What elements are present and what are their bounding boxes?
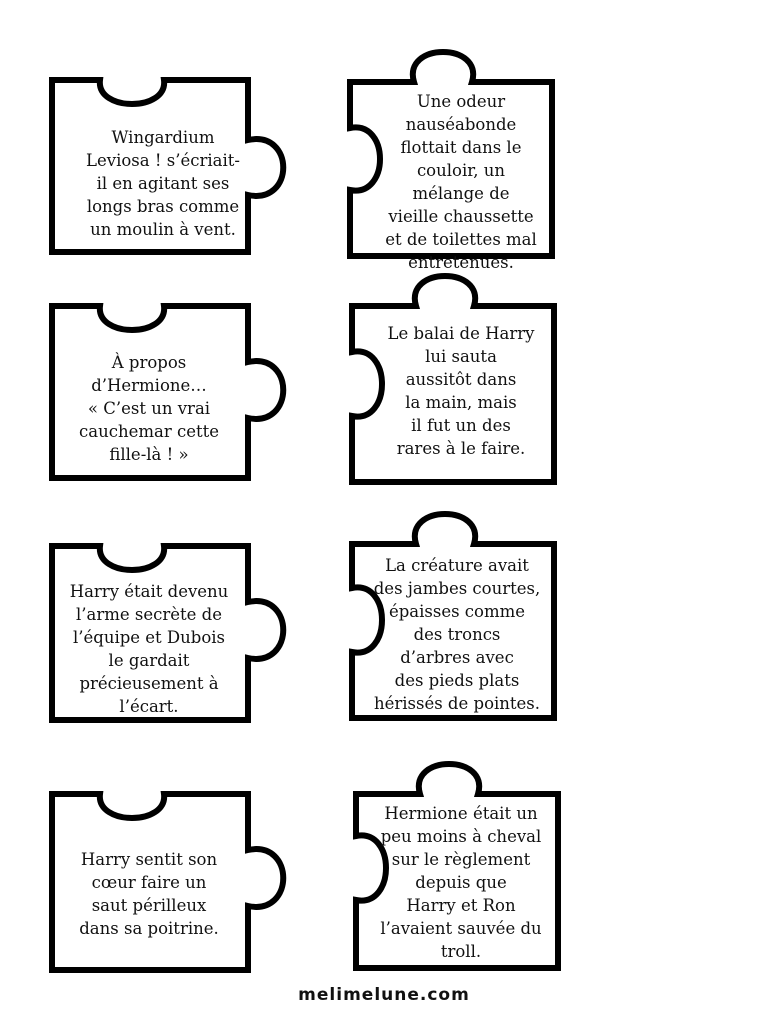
- puzzle-text-line: cauchemar cette: [79, 422, 219, 441]
- puzzle-text-line: épaisses comme: [388, 602, 526, 621]
- puzzle-text-line: il en agitant ses: [96, 174, 230, 193]
- puzzle-piece-2-text: [358, 90, 564, 274]
- puzzle-text-line: l’écart.: [119, 697, 179, 716]
- puzzle-text-line: l’arme secrète de: [76, 605, 222, 624]
- puzzle-text-line: aussitôt dans: [405, 370, 517, 389]
- puzzle-text-line: précieusement à: [79, 674, 219, 693]
- puzzle-piece-4-text: [358, 322, 564, 460]
- puzzle-piece-8-text: [356, 802, 566, 963]
- puzzle-text-line: nauséabonde: [405, 115, 517, 134]
- puzzle-piece-3-text: [44, 351, 254, 466]
- puzzle-text-line: l’équipe et Dubois: [72, 628, 226, 647]
- puzzle-text-line: d’arbres avec: [400, 648, 514, 667]
- puzzle-piece-7-text: [44, 848, 254, 940]
- puzzle-text-line: Leviosa ! s’écriait-: [86, 151, 240, 170]
- puzzle-text-line: fille-là ! »: [109, 445, 189, 464]
- puzzle-text-line: dans sa poitrine.: [79, 919, 219, 938]
- puzzle-text-line: saut périlleux: [91, 896, 207, 915]
- puzzle-text-line: des pieds plats: [394, 671, 520, 690]
- puzzle-text-line: il fut un des: [411, 416, 511, 435]
- puzzle-text-line: Harry était devenu: [69, 582, 229, 601]
- puzzle-text-line: peu moins à cheval: [380, 827, 542, 846]
- puzzle-text-line: un moulin à vent.: [90, 220, 236, 239]
- puzzle-text-line: la main, mais: [405, 393, 517, 412]
- puzzle-text-line: l’avaient sauvée du: [380, 919, 542, 938]
- puzzle-text-line: Le balai de Harry: [387, 324, 535, 343]
- puzzle-piece-6-text: [352, 554, 562, 715]
- puzzle-text-line: Harry sentit son: [80, 850, 218, 869]
- puzzle-text-line: lui sauta: [425, 347, 497, 366]
- puzzle-text-line: flottait dans le: [400, 138, 522, 157]
- puzzle-piece-5-text: [44, 580, 254, 718]
- puzzle-text-line: entretenues.: [408, 253, 514, 272]
- puzzle-text-line: depuis que: [415, 873, 507, 892]
- puzzle-text-line: vieille chaussette: [388, 207, 534, 226]
- puzzle-text-line: et de toilettes mal: [385, 230, 537, 249]
- puzzle-text-line: mélange de: [412, 184, 510, 203]
- puzzle-text-line: des troncs: [413, 625, 501, 644]
- puzzle-text-line: d’Hermione…: [91, 376, 207, 395]
- puzzle-text-line: cœur faire un: [91, 873, 207, 892]
- puzzle-text-line: Harry et Ron: [406, 896, 516, 915]
- puzzle-text-line: troll.: [440, 942, 482, 961]
- puzzle-text-line: Wingardium: [111, 128, 215, 147]
- puzzle-text-line: Une odeur: [416, 92, 506, 111]
- puzzle-text-line: rares à le faire.: [396, 439, 526, 458]
- puzzle-text-line: hérissés de pointes.: [373, 694, 541, 713]
- puzzle-piece-1-text: [58, 126, 268, 241]
- puzzle-text-line: des jambes courtes,: [373, 579, 541, 598]
- puzzle-text-line: Hermione était un: [384, 804, 538, 823]
- puzzle-text-line: le gardait: [108, 651, 190, 670]
- puzzle-text-line: À propos: [111, 353, 187, 372]
- site-logo: melimelune.com: [298, 985, 470, 1005]
- puzzle-text-line: sur le règlement: [391, 850, 531, 869]
- puzzle-text-line: longs bras comme: [86, 197, 240, 216]
- puzzle-text-line: La créature avait: [385, 556, 529, 575]
- puzzle-text-line: couloir, un: [416, 161, 506, 180]
- puzzle-text-line: « C’est un vrai: [87, 399, 211, 418]
